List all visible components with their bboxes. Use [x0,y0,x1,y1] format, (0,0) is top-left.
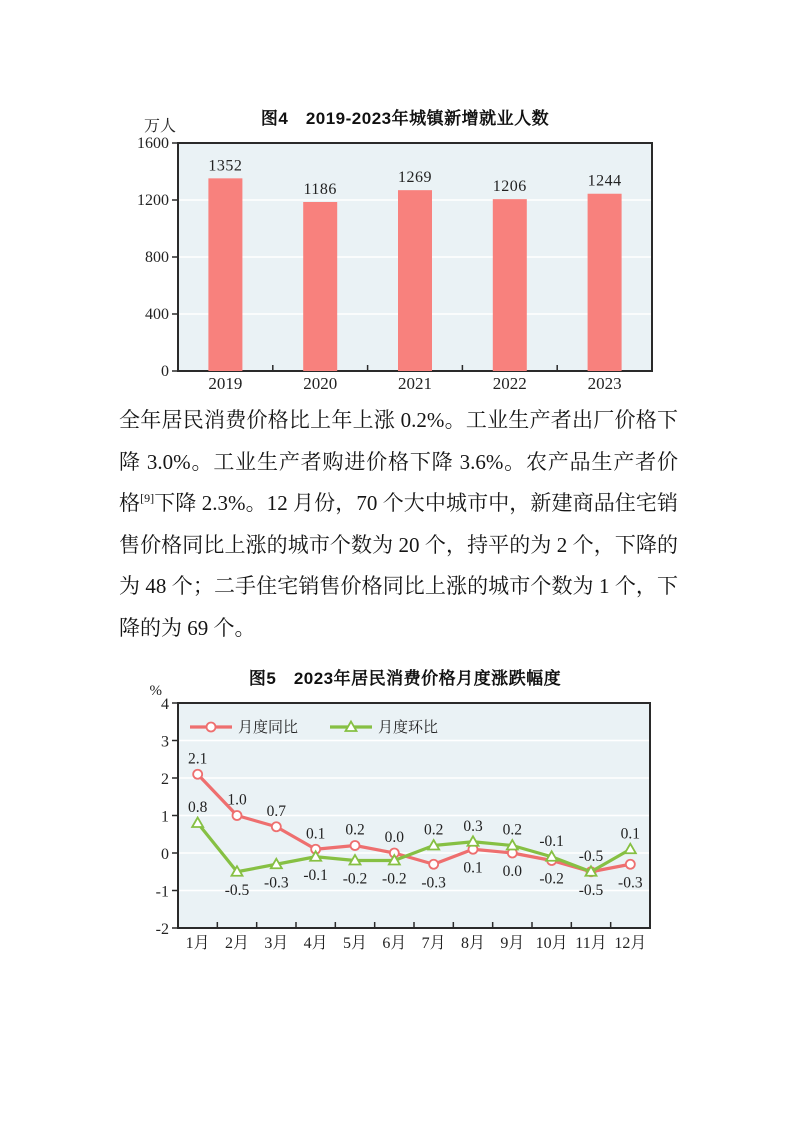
bar-value-label-2020: 1186 [303,180,337,198]
figure4-unit-label: 万人 [143,118,176,135]
x-category-label-2021: 2021 [398,374,432,393]
x-category-label-8: 8月 [460,935,486,952]
y-tick-label: -1 [155,883,169,901]
y-tick-label: 1 [161,808,169,826]
monthly-mom-value-label-11: -0.5 [578,847,604,865]
x-category-label-2023: 2023 [587,374,622,393]
figure4-bar-chart [130,100,680,400]
monthly-yoy-value-label-1: 2.1 [187,750,208,768]
legend-monthly-mom-label: 月度环比 [378,720,439,736]
y-tick-label: 4 [161,696,169,713]
monthly-mom-value-label-5: -0.2 [342,870,368,888]
monthly-yoy-point-5 [351,841,360,850]
monthly-mom-value-label-7: 0.2 [423,821,444,839]
figure4-chart-svg [130,100,680,400]
y-tick-label: 0 [161,363,169,380]
monthly-mom-value-label-8: 0.3 [463,817,483,835]
bar-2020 [303,202,337,371]
legend-monthly-yoy-label: 月度同比 [238,720,299,736]
bar-value-label-2022: 1206 [492,178,527,196]
x-category-label-5: 5月 [342,935,368,952]
bar-2022 [493,199,527,371]
x-category-label-2019: 2019 [208,374,243,393]
monthly-mom-value-label-9: 0.2 [502,821,523,839]
x-category-label-9: 9月 [500,935,525,952]
monthly-yoy-point-2 [233,811,242,820]
monthly-mom-value-label-10: -0.1 [539,832,564,850]
bar-value-label-2021: 1269 [398,169,432,187]
x-category-label-10: 10月 [535,935,568,952]
monthly-yoy-value-label-12: -0.3 [618,874,643,892]
x-category-label-2: 2月 [224,935,250,952]
footnote-ref-9: [9] [140,491,155,505]
bar-2021 [398,190,432,371]
y-tick-label: 0 [161,846,169,863]
figure5-chart-svg [130,680,680,980]
legend-monthly-yoy-marker [207,723,216,732]
x-category-label-2020: 2020 [303,374,338,393]
monthly-yoy-value-label-4: 0.1 [305,825,326,843]
y-tick-label: 1600 [137,135,169,152]
y-tick-label: 3 [161,733,169,751]
y-tick-label: 2 [161,771,169,788]
x-category-label-4: 4月 [303,935,328,952]
monthly-yoy-value-label-3: 0.7 [266,802,287,820]
monthly-yoy-value-label-11: -0.5 [578,881,604,899]
x-category-label-11: 11月 [575,935,607,952]
monthly-yoy-value-label-9: 0.0 [502,863,523,880]
monthly-mom-value-label-1: 0.8 [187,799,208,816]
x-category-label-6: 6月 [382,935,407,952]
monthly-mom-value-label-12: 0.1 [620,825,641,843]
body-paragraph [119,400,678,649]
figure5-title: 图5 2023年居民消费价格月度涨跌幅度 [248,669,562,688]
monthly-mom-value-label-2: -0.5 [224,881,250,899]
monthly-yoy-value-label-5: 0.2 [345,821,365,839]
y-tick-label: 800 [145,249,169,266]
bar-value-label-2023: 1244 [587,172,622,190]
figure4-title: 图4 2019-2023年城镇新增就业人数 [260,109,550,128]
x-category-label-7: 7月 [421,935,446,952]
monthly-yoy-point-3 [272,822,281,831]
bar-2019 [208,178,242,371]
bar-value-label-2019: 1352 [208,157,243,175]
y-tick-label: 1200 [137,192,169,209]
x-category-label-12: 12月 [614,935,647,952]
paragraph-text-part1: 全年居民消费价格比上年上涨 0.2%。工业生产者出厂价格下降 3.0%。工业生产者购进价格下降 3.6%。农产品生产者价格 [119,408,678,515]
monthly-yoy-value-label-10: -0.2 [539,870,564,888]
monthly-yoy-point-7 [429,860,438,869]
monthly-mom-value-label-4: -0.1 [303,866,328,884]
x-category-label-1: 1月 [185,935,210,952]
monthly-yoy-point-12 [626,860,635,869]
figure5-line-chart [130,680,680,980]
monthly-mom-value-label-3: -0.3 [264,874,289,892]
y-tick-label: 400 [145,306,169,323]
x-category-label-3: 3月 [264,935,289,952]
monthly-mom-value-label-6: -0.2 [382,870,407,888]
monthly-yoy-value-label-2: 1.0 [227,791,247,809]
figure5-unit-label: % [149,683,162,699]
monthly-yoy-point-1 [193,770,202,779]
paragraph-text-part2: 下降 2.3%。12 月份，70 个大中城市中，新建商品住宅销售价格同比上涨的城市个数为 20 个，持平的为 2 个，下降的为 48 个；二手住宅销售价格同比上涨的城市个数为 1 个，下降的为 69 个。 [119,491,679,640]
monthly-yoy-value-label-8: 0.1 [463,859,483,877]
x-category-label-2022: 2022 [492,374,527,393]
monthly-yoy-value-label-7: -0.3 [421,874,446,892]
bar-2023 [588,194,622,371]
y-tick-label: -2 [155,921,169,938]
monthly-yoy-value-label-6: 0.0 [384,829,405,846]
